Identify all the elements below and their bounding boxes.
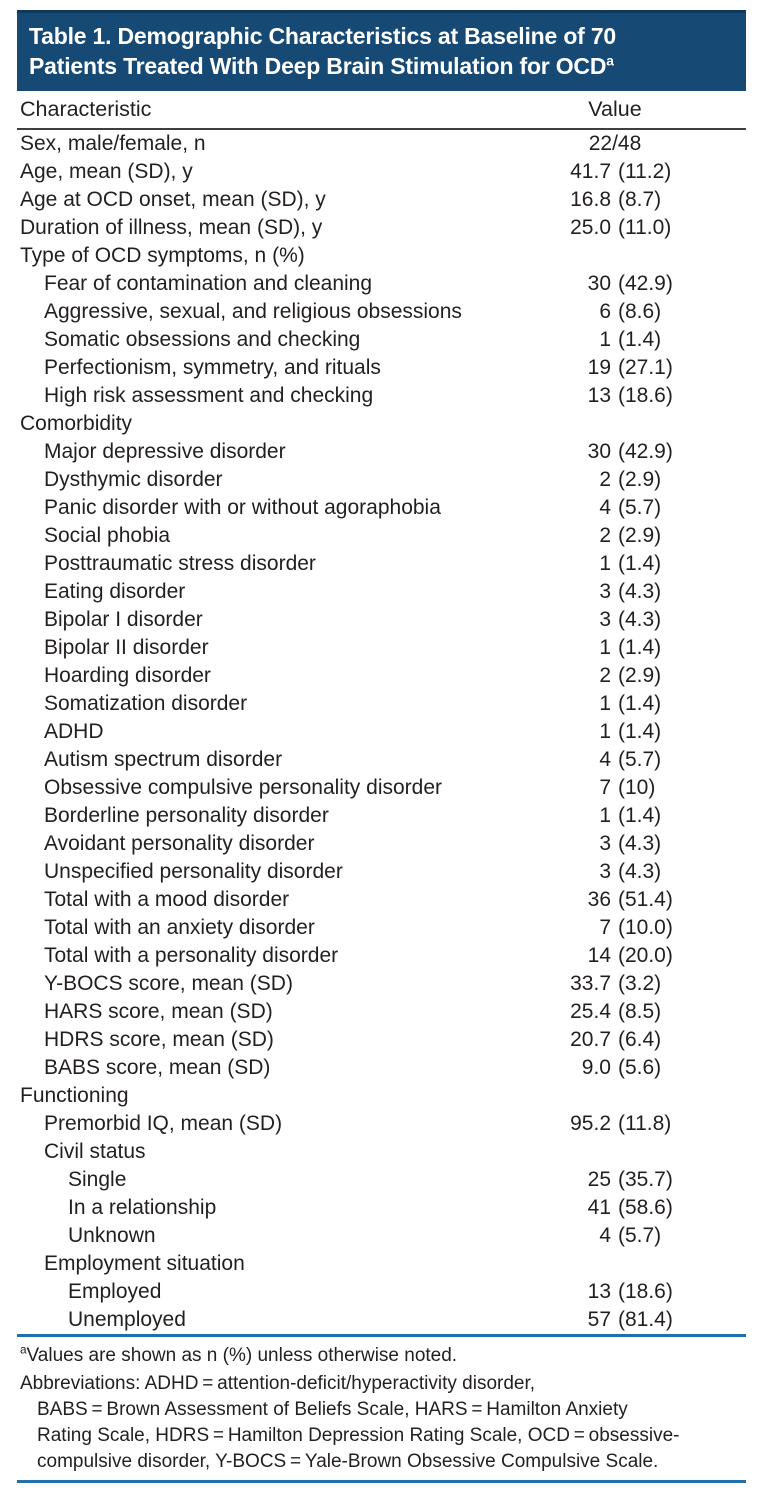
table-row [17,1054,746,1082]
value-percent: (42.9) [618,440,673,463]
value-percent: (42.9) [618,272,673,295]
value-count: 7 [599,916,611,939]
value-percent: (10.0) [618,916,673,939]
value-count: 6 [599,300,611,323]
row-value [525,132,705,156]
row-label: Hoarding disorder [44,664,211,687]
value-count: 4 [599,748,611,771]
row-label: Civil status [44,1140,146,1163]
table-row [17,802,746,830]
value-percent: (2.9) [618,468,662,491]
row-label: In a relationship [68,1196,217,1219]
title-superscript: a [606,53,614,69]
row-value [525,272,705,296]
value-count: 19 [587,356,611,379]
table-row [17,998,746,1026]
table-row [17,298,746,326]
value-percent: (27.1) [618,356,673,379]
value-percent: (4.3) [618,608,662,631]
value-percent: (1.4) [618,720,662,743]
row-value [525,1308,705,1332]
row-value [525,1168,705,1192]
row-label: Comorbidity [20,412,133,435]
row-label: Posttraumatic stress disorder [44,552,316,575]
row-value [525,692,705,716]
row-label: Functioning [20,1084,129,1107]
row-label: High risk assessment and checking [44,384,374,407]
row-label: Autism spectrum disorder [44,748,283,771]
row-label: Total with an anxiety disorder [44,916,315,939]
table-row [17,1166,746,1194]
table-row [17,326,746,354]
row-value [525,664,705,688]
table-row [17,214,746,242]
value-count: 1 [599,692,611,715]
row-value [525,300,705,324]
value-percent: (1.4) [618,328,662,351]
value-percent: (20.0) [618,944,673,967]
value-count: 2 [599,524,611,547]
table-row [17,466,746,494]
row-value [525,524,705,548]
value-count: 33.7 [570,972,611,995]
value-percent: (8.7) [618,188,662,211]
table-row [17,242,746,270]
value-count: 4 [599,1224,611,1247]
table-row [17,270,746,298]
row-value [525,636,705,660]
row-label: Age, mean (SD), y [20,160,193,183]
row-label: Unemployed [68,1308,186,1331]
row-label: Duration of illness, mean (SD), y [20,216,323,239]
row-label: Somatization disorder [44,692,248,715]
row-label: Panic disorder with or without agoraphobia [44,496,441,519]
value-percent: (11.8) [618,1112,672,1135]
row-label: Premorbid IQ, mean (SD) [44,1112,283,1135]
value-percent: (18.6) [618,1280,673,1303]
row-label: Bipolar II disorder [44,636,209,659]
table-row [17,494,746,522]
value-percent: (51.4) [618,888,673,911]
value-count: 9.0 [581,1056,611,1079]
table-row [17,1222,746,1250]
table-row [17,1138,746,1166]
value-count: 57 [587,1308,611,1331]
row-value [525,580,705,604]
row-value [525,804,705,828]
table-row [17,578,746,606]
bottom-rule [17,1480,746,1483]
table-row [17,1306,746,1334]
row-value [525,860,705,884]
row-value [525,356,705,380]
table-row [17,1278,746,1306]
row-label: Dysthymic disorder [44,468,223,491]
row-value [525,608,705,632]
row-value [525,1056,705,1080]
table-row [17,1026,746,1054]
value-percent: (5.7) [618,1224,662,1247]
row-value [525,972,705,996]
value-count: 95.2 [570,1112,611,1135]
row-value [525,552,705,576]
row-value [525,720,705,744]
value-count: 1 [599,636,611,659]
row-value [525,1196,705,1220]
footnote-superscript-a: a [20,1343,27,1357]
row-value [525,216,705,240]
table-row [17,662,746,690]
value-percent: (11.2) [618,160,672,183]
row-label: Age at OCD onset, mean (SD), y [20,188,326,211]
table-title-line2-text: Patients Treated With Deep Brain Stimulation for OCD [29,53,607,79]
value-percent: (5.6) [618,1056,662,1079]
value-percent: (1.4) [618,636,662,659]
row-label: Employed [68,1280,162,1303]
row-value [525,944,705,968]
row-label: Single [68,1168,127,1191]
row-value [525,832,705,856]
row-value [525,776,705,800]
value-percent: (6.4) [618,1028,662,1051]
value-count: 20.7 [570,1028,611,1051]
row-label: Fear of contamination and cleaning [44,272,373,295]
row-label: Sex, male/female, n [20,132,206,155]
value-count: 2 [599,664,611,687]
table-row [17,522,746,550]
value-percent: (10) [618,776,656,799]
value-count: 36 [587,888,611,911]
value-count: 13 [587,1280,611,1303]
row-value [525,1028,705,1052]
value-count: 1 [599,720,611,743]
value-percent: (2.9) [618,524,662,547]
row-label: BABS score, mean (SD) [44,1056,271,1079]
row-label: HDRS score, mean (SD) [44,1028,274,1051]
row-value [525,1280,705,1304]
table-row [17,606,746,634]
row-value [525,748,705,772]
value-count: 1 [599,552,611,575]
value-percent: (1.4) [618,804,662,827]
value-count: 3 [599,580,611,603]
value-percent: (4.3) [618,860,662,883]
value-count: 1 [599,804,611,827]
value-percent: (4.3) [618,580,662,603]
column-header-row [17,91,746,128]
value-count: 3 [599,608,611,631]
table-row [17,1250,746,1278]
table-row [17,1194,746,1222]
value-count: 2 [599,468,611,491]
row-label: Bipolar I disorder [44,608,203,631]
footnote-line: Rating Scale, HDRS = Hamilton Depression Rating Scale, OCD = obsessive- [37,1425,680,1446]
row-label: Borderline personality disorder [44,804,329,827]
row-label: Somatic obsessions and checking [44,328,361,351]
value-count: 41 [587,1196,611,1219]
value-count: 25.4 [570,1000,611,1023]
value-percent: (1.4) [618,692,662,715]
value-count: 1 [599,328,611,351]
table-row [17,886,746,914]
value-percent: (5.7) [618,496,662,519]
value-percent: (5.7) [618,748,662,771]
value-count: 4 [599,496,611,519]
value-percent: (35.7) [618,1168,673,1191]
row-value [525,1224,705,1248]
value-percent: (18.6) [618,384,673,407]
table-row [17,774,746,802]
value-count: 3 [599,832,611,855]
table-row [17,746,746,774]
table-row [17,1082,746,1110]
row-value [525,1000,705,1024]
table-row [17,158,746,186]
table-row [17,690,746,718]
row-label: Social phobia [44,524,171,547]
table-title-line1: Table 1. Demographic Characteristics at Baseline of 70 [29,23,616,49]
table-row [17,130,746,158]
value-count: 3 [599,860,611,883]
row-label: Employment situation [44,1252,245,1275]
table-row [17,718,746,746]
value-percent: (4.3) [618,832,662,855]
row-label: Total with a mood disorder [44,888,290,911]
table-row [17,354,746,382]
value-percent: (81.4) [618,1308,673,1331]
value-count: 14 [587,944,611,967]
table-row [17,858,746,886]
row-label: Aggressive, sexual, and religious obsessions [44,300,462,323]
row-label: ADHD [44,720,104,743]
footnote-a-text: Values are shown as n (%) unless otherwise noted. [26,1345,458,1366]
value-percent: (3.2) [618,972,662,995]
row-label: Eating disorder [44,580,186,603]
footnote-a [20,1343,746,1369]
row-value [525,888,705,912]
row-value [525,916,705,940]
row-value [525,468,705,492]
value-percent: (58.6) [618,1196,673,1219]
table-row [17,830,746,858]
table-row [17,550,746,578]
row-value [525,188,705,212]
row-label: Obsessive compulsive personality disorder [44,776,443,799]
value-count: 22/48 [588,132,642,155]
row-label: Y-BOCS score, mean (SD) [44,972,293,995]
value-count: 25.0 [570,216,611,239]
table-row [17,410,746,438]
row-value [525,384,705,408]
value-count: 25 [587,1168,611,1191]
footnote-line: Abbreviations: ADHD = attention-deficit/hyperactivity disorder, [20,1373,536,1394]
row-value [525,496,705,520]
table-row [17,970,746,998]
row-value [525,160,705,184]
table-row [17,634,746,662]
row-label: Unspecified personality disorder [44,860,343,883]
table-row [17,1110,746,1138]
row-value [525,1112,705,1136]
value-percent: (8.5) [618,1000,662,1023]
column-header-value: Value [588,97,642,121]
table-row [17,914,746,942]
footnote-line: compulsive disorder, Y-BOCS = Yale-Brown Obsessive Compulsive Scale. [37,1451,659,1472]
value-count: 30 [587,272,611,295]
value-count: 30 [587,440,611,463]
table-title-line2 [29,51,734,81]
value-percent: (11.0) [618,216,672,239]
table-row [17,382,746,410]
value-percent: (2.9) [618,664,662,687]
row-label: Type of OCD symptoms, n (%) [20,244,305,267]
value-count: 41.7 [570,160,611,183]
table-title-bar [17,10,746,91]
value-count: 7 [599,776,611,799]
row-label: Avoidant personality disorder [44,832,315,855]
row-value [525,440,705,464]
table-body [17,130,746,1334]
value-percent: (8.6) [618,300,662,323]
footnote-abbreviations [20,1371,746,1475]
table-row [17,438,746,466]
table-row [17,186,746,214]
footnote-line: BABS = Brown Assessment of Beliefs Scale, HARS = Hamilton Anxiety [37,1399,628,1420]
row-value [525,328,705,352]
row-label: HARS score, mean (SD) [44,1000,273,1023]
value-count: 13 [587,384,611,407]
footnotes [17,1337,746,1480]
row-label: Perfectionism, symmetry, and rituals [44,356,381,379]
value-count: 16.8 [570,188,611,211]
row-label: Unknown [68,1224,156,1247]
row-label: Major depressive disorder [44,440,286,463]
table-row [17,942,746,970]
row-label: Total with a personality disorder [44,944,339,967]
value-percent: (1.4) [618,552,662,575]
column-header-characteristic: Characteristic [20,97,152,121]
